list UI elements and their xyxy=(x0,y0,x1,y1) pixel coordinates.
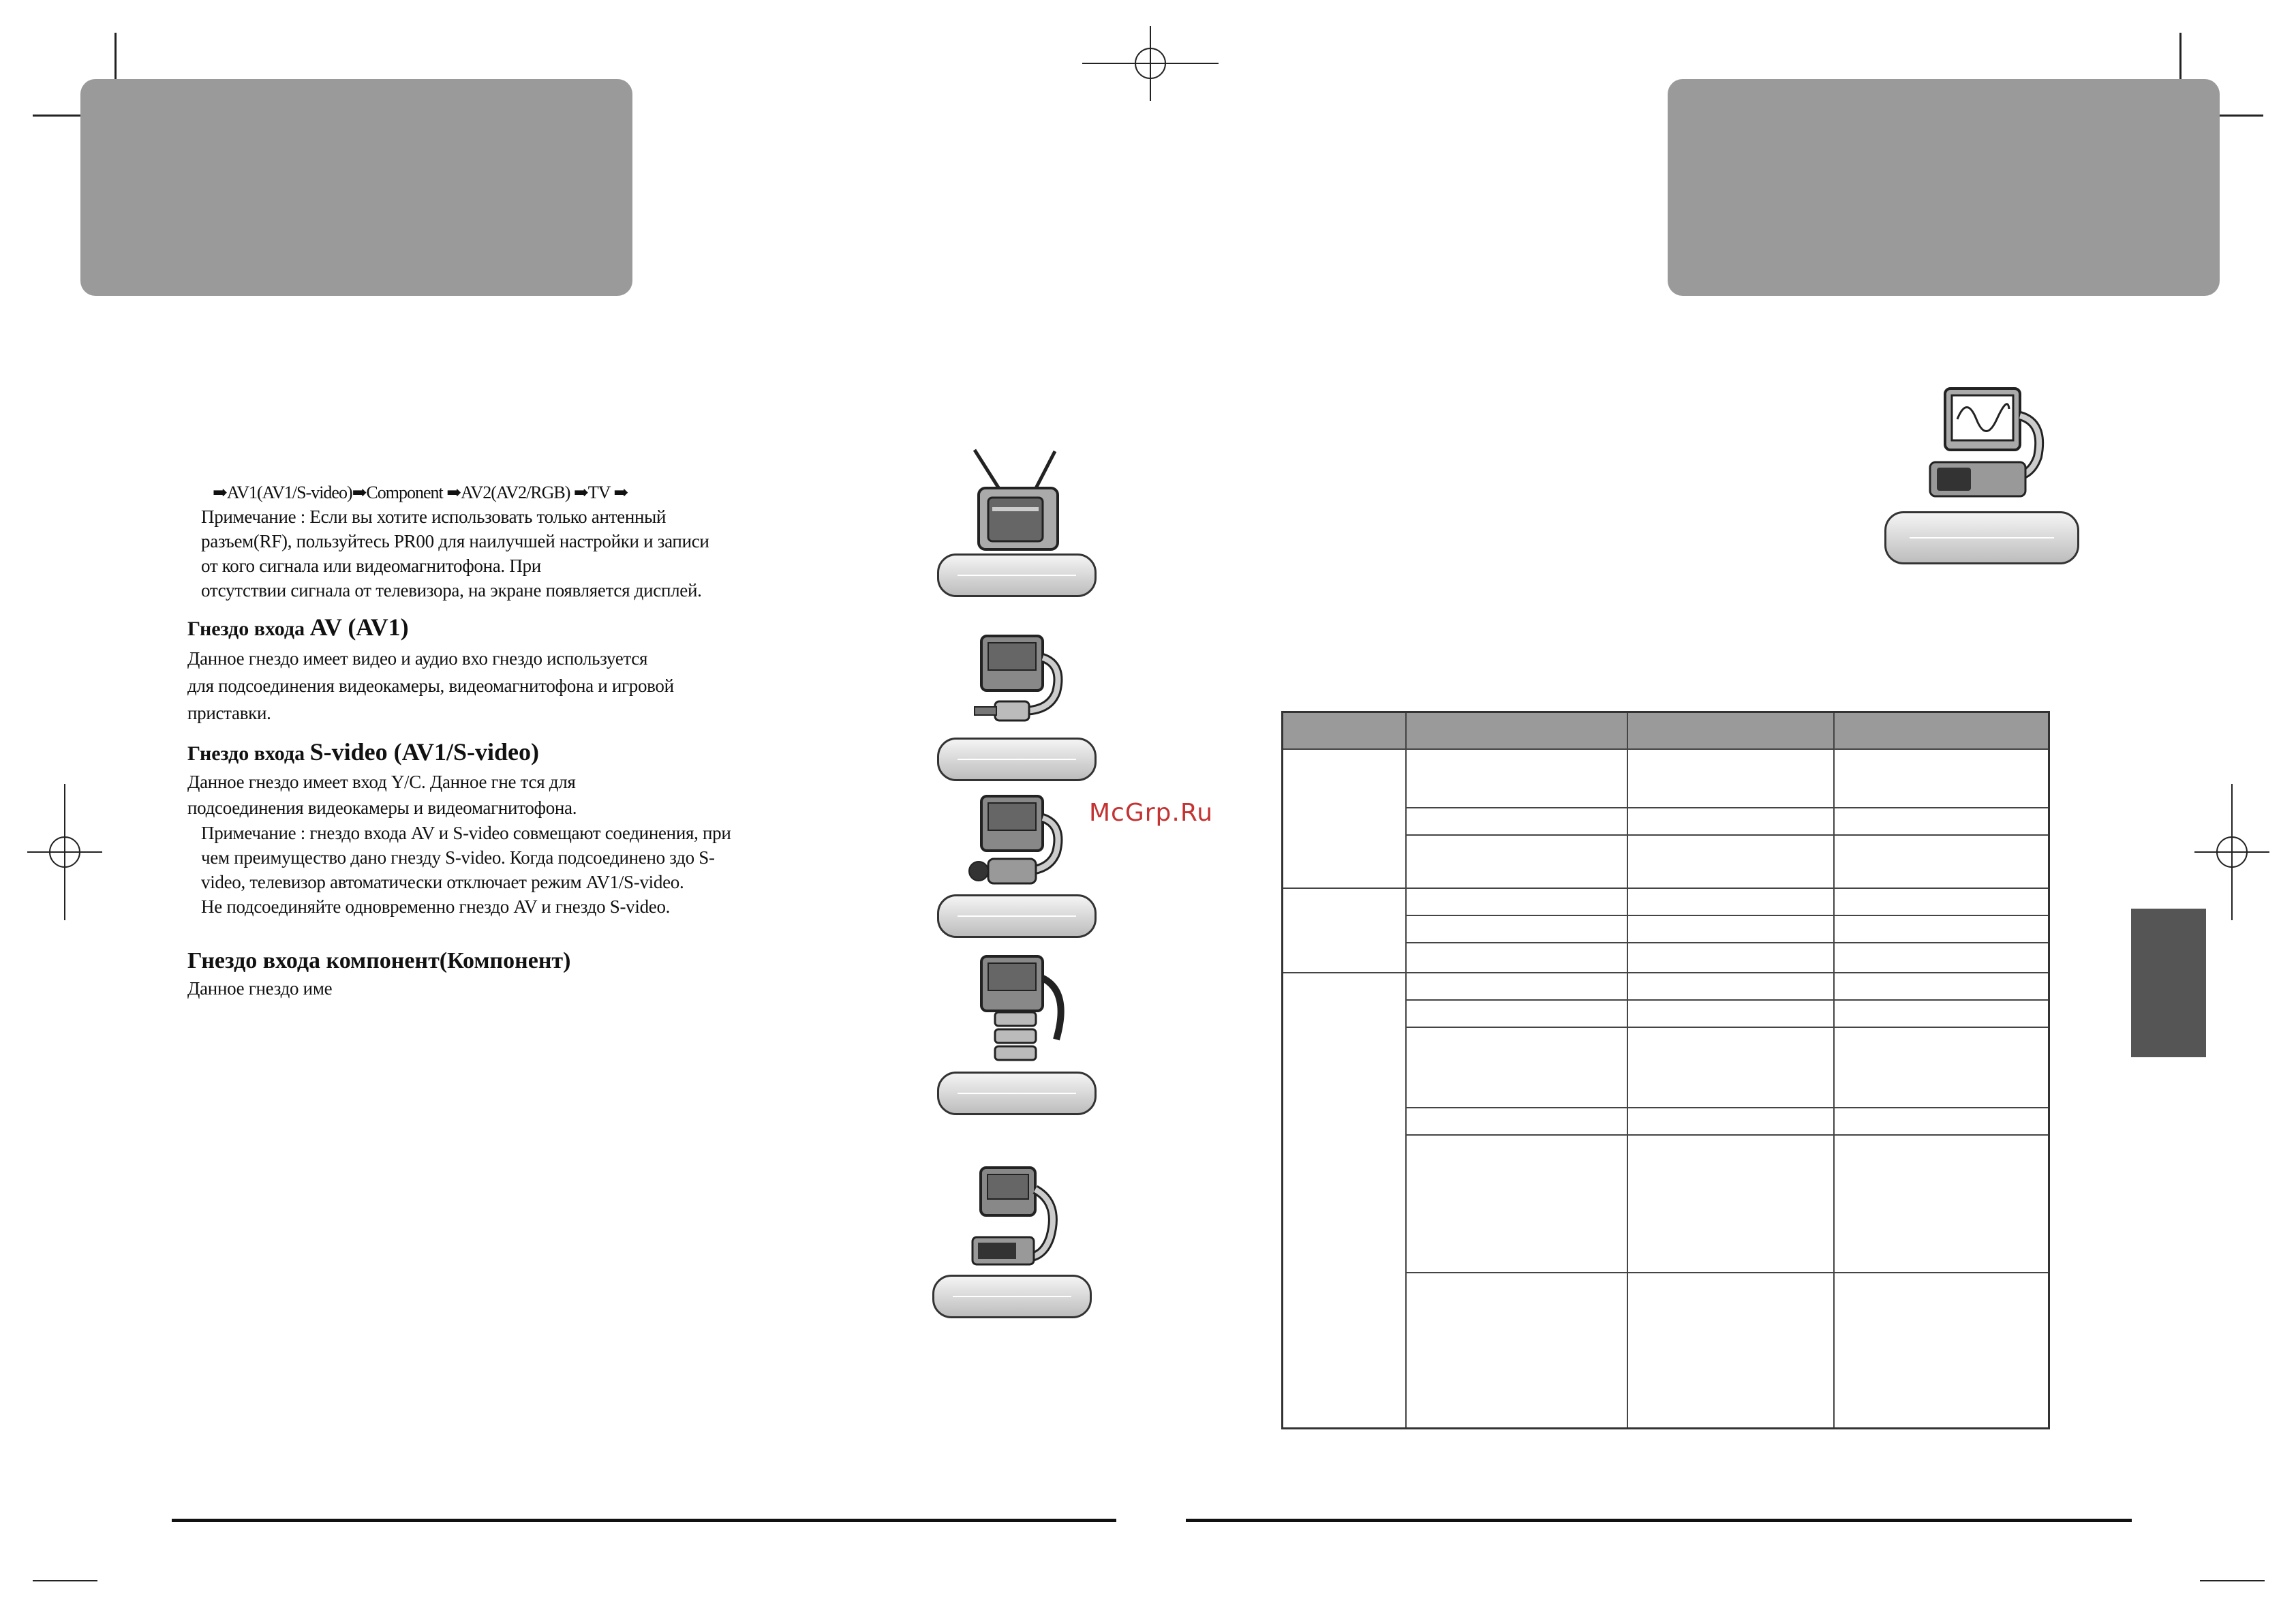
body-line: для подсоединения видеокамеры, видеомагнитофона и игровой xyxy=(187,676,674,696)
table-cell xyxy=(1834,1027,2049,1108)
table-cell xyxy=(1627,1135,1834,1273)
body-line: приставки. xyxy=(187,703,271,723)
body-line: Данное гнездо имеет видео и аудио вхо гнездо используется xyxy=(187,648,648,669)
tv-antenna-label-pill xyxy=(937,553,1097,597)
registration-mark-right xyxy=(2194,784,2269,920)
table-cell xyxy=(1627,943,1834,973)
right-footer-rule xyxy=(1186,1519,2132,1522)
table-cell xyxy=(1834,1108,2049,1135)
table-cell xyxy=(1834,1000,2049,1027)
component-cable-icon xyxy=(968,951,1084,1067)
table-cell xyxy=(1406,1108,1627,1135)
table-cell xyxy=(1834,973,2049,1000)
table-cell xyxy=(1834,749,2049,808)
note-line: Не подсоединяйте одновременно гнездо AV и гнездо S-video. xyxy=(201,896,671,917)
input-order-sequence: ➡AV1(AV1/S-video)➡Component ➡AV2(AV2/RGB) ➡TV ➡ xyxy=(213,483,628,502)
crop-mark xyxy=(33,1580,97,1581)
table-cell xyxy=(1406,888,1627,915)
scart-label-pill xyxy=(932,1275,1092,1318)
heading-main: AV (AV1) xyxy=(309,613,409,641)
note-line: отсутствии сигнала от телевизора, на экране появляется дисплей. xyxy=(201,580,702,601)
table-cell xyxy=(1406,1273,1627,1428)
note-line: Примечание : гнездо входа AV и S-video совмещают соединения, при xyxy=(201,823,731,843)
antenna-note xyxy=(201,504,709,603)
table-cell xyxy=(1406,1000,1627,1027)
table-cell xyxy=(1406,835,1627,888)
svideo-label-pill xyxy=(937,894,1097,938)
table-cell xyxy=(1834,915,2049,943)
svideo-cable-icon xyxy=(968,791,1070,893)
chapter-side-tab xyxy=(2131,909,2206,1057)
table-group-cell xyxy=(1283,749,1407,888)
component-label-pill xyxy=(937,1072,1097,1115)
table-header-cell xyxy=(1283,712,1407,750)
body-line: подсоединения видеокамеры и видеомагнитофона. xyxy=(187,798,577,818)
crop-mark xyxy=(2200,1580,2265,1581)
table-cell xyxy=(1627,835,1834,888)
svideo-note xyxy=(201,821,731,919)
body-line: Данное гнездо имеет вход Y/C. Данное гне тся для xyxy=(187,772,576,792)
table-cell xyxy=(1627,749,1834,808)
component-section-heading: Гнездо входа компонент(Компонент) xyxy=(187,948,571,973)
table-cell xyxy=(1627,808,1834,835)
component-section-body: Данное гнездо име xyxy=(187,978,333,999)
left-header-box xyxy=(80,79,632,296)
table-cell xyxy=(1406,808,1627,835)
registration-mark-top xyxy=(1082,26,1219,101)
left-footer-rule xyxy=(172,1519,1116,1522)
table-header-cell xyxy=(1627,712,1834,750)
table-cell xyxy=(1834,1135,2049,1273)
table-cell xyxy=(1627,1027,1834,1108)
pc-monitor-dsub-icon xyxy=(1922,382,2058,504)
specification-table xyxy=(1281,711,2050,1429)
table-cell xyxy=(1406,973,1627,1000)
tv-antenna-icon xyxy=(968,443,1070,552)
av-label-pill xyxy=(937,738,1097,781)
note-line: разъем(RF), пользуйтесь PR00 для наилучшей настройки и записи xyxy=(201,531,709,551)
note-line: Примечание : Если вы хотите использовать только антенный xyxy=(201,506,667,527)
svideo-section-body xyxy=(187,769,577,821)
table-header-cell xyxy=(1834,712,2049,750)
table-cell xyxy=(1406,915,1627,943)
svideo-section-heading xyxy=(187,738,539,768)
table-group-cell xyxy=(1283,888,1407,973)
heading-main: S-video (AV1/S-video) xyxy=(309,738,539,765)
note-line: чем преимущество дано гнезду S-video. Когда подсоединено здо S- xyxy=(201,847,715,868)
heading-prefix: Гнездо входа xyxy=(187,618,310,640)
table-cell xyxy=(1834,1273,2049,1428)
table-cell xyxy=(1406,943,1627,973)
av-section-body xyxy=(187,645,674,727)
table-cell xyxy=(1627,973,1834,1000)
table-cell xyxy=(1406,1027,1627,1108)
scart-cable-icon xyxy=(964,1162,1073,1271)
table-header-cell xyxy=(1406,712,1627,750)
watermark: McGrp.Ru xyxy=(1089,799,1214,827)
table-cell xyxy=(1834,943,2049,973)
table-cell xyxy=(1627,915,1834,943)
table-cell xyxy=(1834,888,2049,915)
table-cell xyxy=(1627,1108,1834,1135)
table-cell xyxy=(1627,1273,1834,1428)
table-cell xyxy=(1834,808,2049,835)
table-cell xyxy=(1834,835,2049,888)
registration-mark-left xyxy=(27,784,102,920)
table-cell xyxy=(1406,749,1627,808)
note-line: video, телевизор автоматически отключает режим AV1/S-video. xyxy=(201,872,684,892)
table-cell xyxy=(1627,1000,1834,1027)
right-header-box xyxy=(1668,79,2220,296)
heading-prefix: Гнездо входа xyxy=(187,742,310,765)
table-cell xyxy=(1406,1135,1627,1273)
note-line: от кого сигнала или видеомагнитофона. При xyxy=(201,556,541,576)
table-group-cell xyxy=(1283,973,1407,1428)
pc-label-pill xyxy=(1884,511,2079,564)
av-rca-cable-icon xyxy=(968,631,1070,733)
av-section-heading xyxy=(187,613,409,643)
table-cell xyxy=(1627,888,1834,915)
